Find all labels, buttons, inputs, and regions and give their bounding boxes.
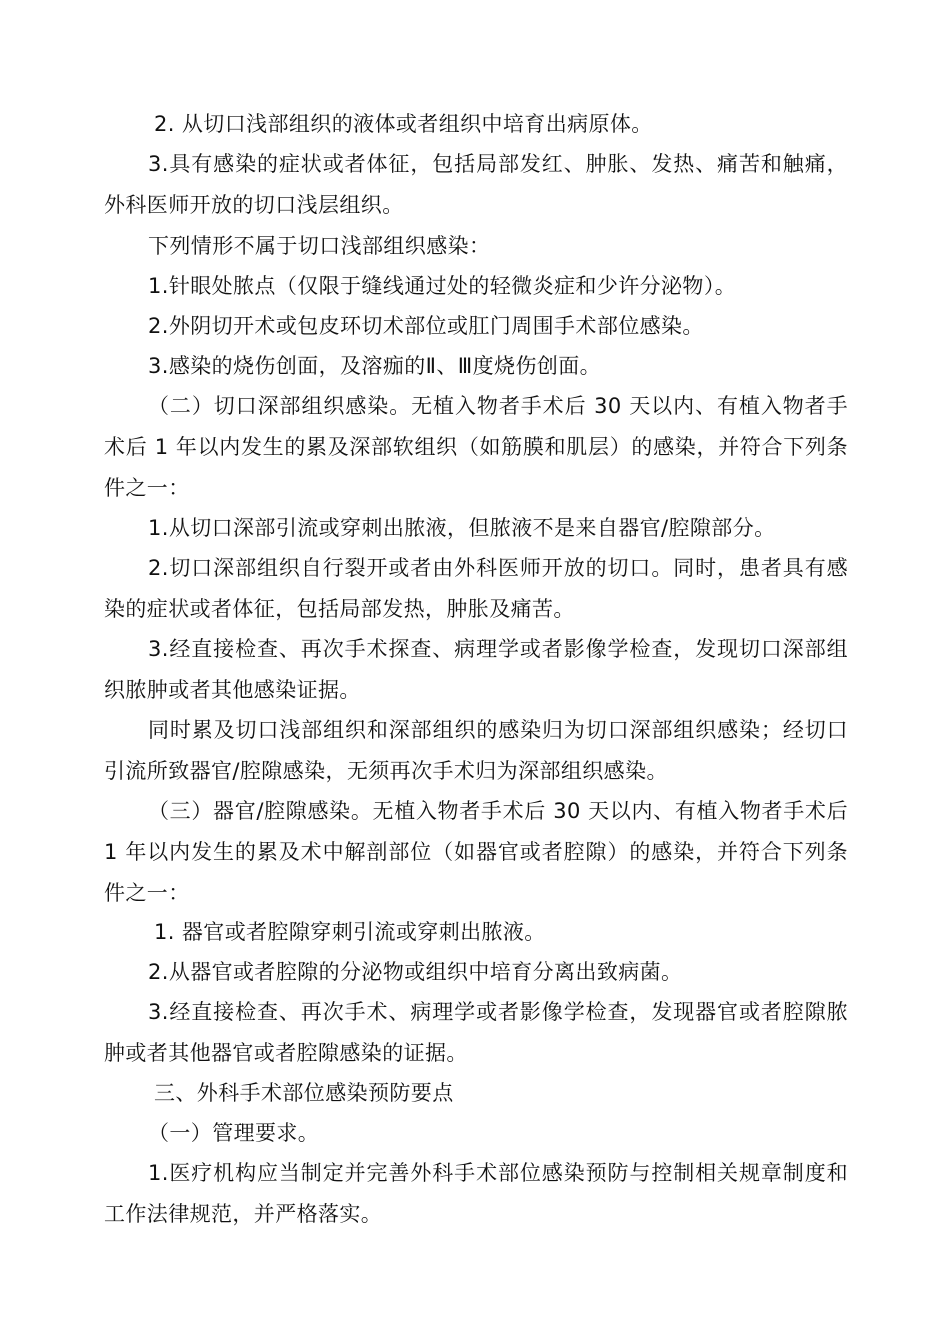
paragraph-deep-item-3: 3.经直接检查、再次手术探查、病理学或者影像学检查，发现切口深部组织脓肿或者其他感染证据。 xyxy=(104,637,848,702)
paragraph-deep-item-1: 1.从切口深部引流或穿刺出脓液，但脓液不是来自器官/腔隙部分。 xyxy=(148,516,776,540)
paragraph-exclusion-2: 2.外阴切开术或包皮环切术部位或肛门周围手术部位感染。 xyxy=(148,314,704,338)
paragraph-organ-item-2: 2.从器官或者腔隙的分泌物或组织中培育分离出致病菌。 xyxy=(148,960,683,984)
paragraph-item-3-symptoms: 3.具有感染的症状或者体征，包括局部发红、肿胀、发热、痛苦和触痛，外科医师开放的切口浅层组织。 xyxy=(104,152,848,217)
paragraph-exclusions-heading: 下列情形不属于切口浅部组织感染： xyxy=(148,234,491,258)
paragraph-deep-note: 同时累及切口浅部组织和深部组织的感染归为切口深部组织感染；经切口引流所致器官/腔隙感染，无须再次手术归为深部组织感染。 xyxy=(104,718,848,783)
subsection-heading-management: （一）管理要求。 xyxy=(148,1121,320,1145)
paragraph-exclusion-3: 3.感染的烧伤创面，及溶痂的Ⅱ、Ⅲ度烧伤创面。 xyxy=(148,354,602,378)
paragraph-section-deep-incisional: （二）切口深部组织感染。无植入物者手术后 30 天以内、有植入物者手术后 1 年以内发生的累及深部软组织（如筋膜和肌层）的感染，并符合下列条件之一： xyxy=(104,394,848,500)
paragraph-management-item-1: 1.医疗机构应当制定并完善外科手术部位感染预防与控制相关规章制度和工作法律规范，并严格落实。 xyxy=(104,1161,848,1226)
paragraph-section-organ-space: （三）器官/腔隙感染。无植入物者手术后 30 天以内、有植入物者手术后 1 年以内发生的累及术中解剖部位（如器官或者腔隙）的感染，并符合下列条件之一： xyxy=(104,799,848,905)
paragraph-organ-item-3: 3.经直接检查、再次手术、病理学或者影像学检查，发现器官或者腔隙脓肿或者其他器官或者腔隙感染的证据。 xyxy=(104,1000,848,1065)
paragraph-item-2: 2. 从切口浅部组织的液体或者组织中培育出病原体。 xyxy=(154,112,653,136)
section-heading-prevention: 三、外科手术部位感染预防要点 xyxy=(154,1081,454,1105)
paragraph-exclusion-1: 1.针眼处脓点（仅限于缝线通过处的轻微炎症和少许分泌物）。 xyxy=(148,274,737,298)
paragraph-organ-item-1: 1. 器官或者腔隙穿刺引流或穿刺出脓液。 xyxy=(154,920,546,944)
paragraph-deep-item-2: 2.切口深部组织自行裂开或者由外科医师开放的切口。同时，患者具有感染的症状或者体征，包括局部发热，肿胀及痛苦。 xyxy=(104,556,848,621)
